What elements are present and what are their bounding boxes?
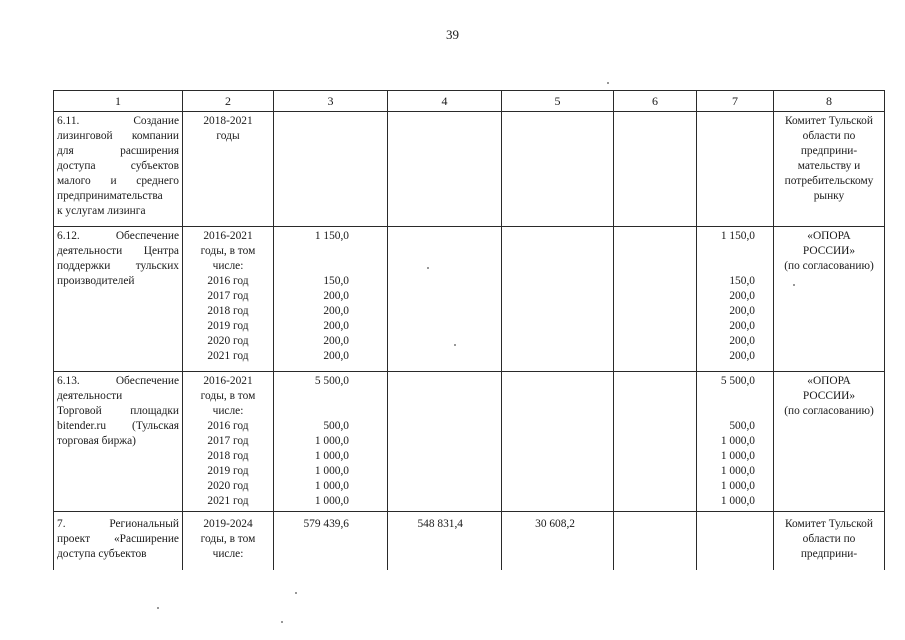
cell-text-line: «ОПОРА	[807, 375, 851, 387]
column-header: 7	[697, 91, 774, 112]
cell-text-line: 150,0	[323, 275, 349, 287]
responsible-executor-cell	[774, 372, 885, 512]
total-amount-cell	[274, 372, 388, 512]
cell-text-line: 200,0	[729, 350, 755, 362]
cell-text-line: малого и среднего	[57, 175, 179, 187]
cell-text-line: Комитет Тульской	[785, 115, 873, 127]
column-header: 1	[54, 91, 183, 112]
cell-text-line: годы, в том	[200, 533, 256, 545]
cell-text-line: 5 500,0	[314, 375, 349, 387]
cell-text-line: потребительскому	[784, 175, 874, 187]
cell-text-line: 1 150,0	[314, 230, 349, 242]
scan-speck	[157, 607, 159, 609]
cell-text-line: области по	[802, 130, 856, 142]
cell-text-line: 2021 год	[207, 350, 249, 362]
period-cell	[183, 227, 274, 372]
cell-text-line: проект «Расширение	[57, 533, 179, 545]
cell-text-line: Комитет Тульской	[785, 518, 873, 530]
responsible-executor-cell	[774, 112, 885, 227]
regional-budget-cell	[502, 227, 614, 372]
cell-text-line: предпринимательства	[57, 190, 163, 202]
cell-text-line: РОССИИ»	[802, 390, 856, 402]
cell-text-line: 2016 год	[207, 420, 249, 432]
activity-name-cell	[54, 372, 183, 512]
cell-text-line: 200,0	[323, 305, 349, 317]
cell-text-line: 2016-2021	[203, 375, 253, 387]
column-header: 2	[183, 91, 274, 112]
cell-text-line: числе:	[212, 405, 244, 417]
table-row	[54, 372, 885, 512]
federal-budget-cell	[388, 227, 502, 372]
cell-text-line: 1 000,0	[720, 480, 755, 492]
cell-text-line: 1 000,0	[720, 450, 755, 462]
cell-text-line: деятельности	[57, 390, 123, 402]
cell-text-line	[277, 389, 349, 404]
local-budget-cell	[614, 112, 697, 227]
cell-text-line: области по	[802, 533, 856, 545]
federal-budget-cell	[388, 372, 502, 512]
period-cell	[183, 112, 274, 227]
cell-text-line: (по согласованию)	[784, 405, 874, 417]
cell-text-line: 1 000,0	[314, 450, 349, 462]
cell-text-line: 2021 год	[207, 495, 249, 507]
period-cell	[183, 372, 274, 512]
cell-text-line: 2017 год	[207, 435, 249, 447]
cell-text-line	[700, 244, 755, 259]
activity-name-cell	[54, 512, 183, 571]
column-header: 5	[502, 91, 614, 112]
cell-text-line: 1 000,0	[720, 495, 755, 507]
cell-text-line: 200,0	[729, 320, 755, 332]
scan-speck	[607, 82, 609, 84]
cell-text-line: числе:	[212, 260, 244, 272]
cell-text-line: 1 000,0	[314, 495, 349, 507]
extrabudgetary-cell	[697, 512, 774, 571]
cell-text-line: доступа субъектов	[57, 160, 179, 172]
cell-text-line: 500,0	[323, 420, 349, 432]
cell-text-line: 6.13. Обеспечение	[57, 375, 179, 387]
program-table	[53, 90, 885, 570]
regional-budget-cell	[502, 372, 614, 512]
cell-text-line: предприни-	[800, 548, 858, 560]
cell-text-line: «ОПОРА	[807, 230, 851, 242]
cell-text-line: 200,0	[729, 305, 755, 317]
cell-text-line: деятельности Центра	[57, 245, 179, 257]
local-budget-cell	[614, 227, 697, 372]
local-budget-cell	[614, 372, 697, 512]
cell-text-line: 548 831,4	[417, 518, 463, 530]
cell-text-line: 200,0	[729, 335, 755, 347]
cell-text-line: Торговой площадки	[57, 405, 179, 417]
cell-text-line: рынку	[813, 190, 845, 202]
cell-text-line: 2019 год	[207, 320, 249, 332]
cell-text-line: к услугам лизинга	[57, 205, 146, 217]
table-row	[54, 112, 885, 227]
cell-text-line	[277, 259, 349, 274]
total-amount-cell	[274, 512, 388, 571]
extrabudgetary-cell	[697, 372, 774, 512]
scan-speck	[281, 621, 283, 623]
column-header: 6	[614, 91, 697, 112]
extrabudgetary-cell	[697, 227, 774, 372]
cell-text-line: 2016 год	[207, 275, 249, 287]
cell-text-line: 2019 год	[207, 465, 249, 477]
cell-text-line: 5 500,0	[720, 375, 755, 387]
period-cell	[183, 512, 274, 571]
extrabudgetary-cell	[697, 112, 774, 227]
cell-text-line: 1 000,0	[314, 480, 349, 492]
cell-text-line: 2016-2021	[203, 230, 253, 242]
cell-text-line: 2020 год	[207, 335, 249, 347]
scan-speck	[295, 592, 297, 594]
cell-text-line: 7. Региональный	[57, 518, 179, 530]
cell-text-line: 2018-2021	[203, 115, 253, 127]
scan-speck	[427, 267, 429, 269]
cell-text-line: мательству и	[797, 160, 861, 172]
column-header: 3	[274, 91, 388, 112]
cell-text-line: годы, в том	[200, 390, 256, 402]
cell-text-line	[700, 404, 755, 419]
cell-text-line: поддержки тульских	[57, 260, 179, 272]
cell-text-line: 1 000,0	[314, 435, 349, 447]
cell-text-line: лизинговой компании	[57, 130, 179, 142]
cell-text-line: 2019-2024	[203, 518, 253, 530]
cell-text-line: 30 608,2	[535, 518, 575, 530]
cell-text-line: 6.11. Создание	[57, 115, 179, 127]
cell-text-line: торговая биржа)	[57, 435, 136, 447]
cell-text-line: bitender.ru (Тульская	[57, 420, 179, 432]
cell-text-line: производителей	[57, 275, 135, 287]
cell-text-line: 2018 год	[207, 305, 249, 317]
table-header-row	[54, 91, 885, 112]
table-row	[54, 227, 885, 372]
scan-speck	[793, 284, 795, 286]
scan-speck	[454, 344, 456, 346]
cell-text-line: 1 000,0	[314, 465, 349, 477]
cell-text-line: 579 439,6	[303, 518, 349, 530]
cell-text-line: 200,0	[729, 290, 755, 302]
federal-budget-cell	[388, 512, 502, 571]
activity-name-cell	[54, 227, 183, 372]
cell-text-line: 6.12. Обеспечение	[57, 230, 179, 242]
cell-text-line: предприни-	[800, 145, 858, 157]
cell-text-line: 500,0	[729, 420, 755, 432]
cell-text-line	[700, 389, 755, 404]
cell-text-line: 200,0	[323, 320, 349, 332]
cell-text-line: доступа субъектов	[57, 548, 147, 560]
cell-text-line: 1 000,0	[720, 435, 755, 447]
cell-text-line: 2018 год	[207, 450, 249, 462]
total-amount-cell	[274, 112, 388, 227]
cell-text-line: для расширения	[57, 145, 179, 157]
total-amount-cell	[274, 227, 388, 372]
cell-text-line	[700, 259, 755, 274]
table-row	[54, 512, 885, 571]
page-number: 39	[446, 27, 459, 42]
cell-text-line: 1 150,0	[720, 230, 755, 242]
activity-name-cell	[54, 112, 183, 227]
cell-text-line: 1 000,0	[720, 465, 755, 477]
cell-text-line: 200,0	[323, 350, 349, 362]
responsible-executor-cell	[774, 512, 885, 571]
cell-text-line	[277, 244, 349, 259]
cell-text-line: 2020 год	[207, 480, 249, 492]
cell-text-line: годы, в том	[200, 245, 256, 257]
responsible-executor-cell	[774, 227, 885, 372]
cell-text-line: 2017 год	[207, 290, 249, 302]
federal-budget-cell	[388, 112, 502, 227]
column-header: 8	[774, 91, 885, 112]
cell-text-line: годы	[216, 130, 240, 142]
cell-text-line	[277, 404, 349, 419]
cell-text-line: 150,0	[729, 275, 755, 287]
column-header: 4	[388, 91, 502, 112]
local-budget-cell	[614, 512, 697, 571]
cell-text-line: 200,0	[323, 335, 349, 347]
cell-text-line: числе:	[212, 548, 244, 560]
cell-text-line: РОССИИ»	[802, 245, 856, 257]
regional-budget-cell	[502, 512, 614, 571]
cell-text-line: (по согласованию)	[784, 260, 874, 272]
cell-text-line: 200,0	[323, 290, 349, 302]
regional-budget-cell	[502, 112, 614, 227]
